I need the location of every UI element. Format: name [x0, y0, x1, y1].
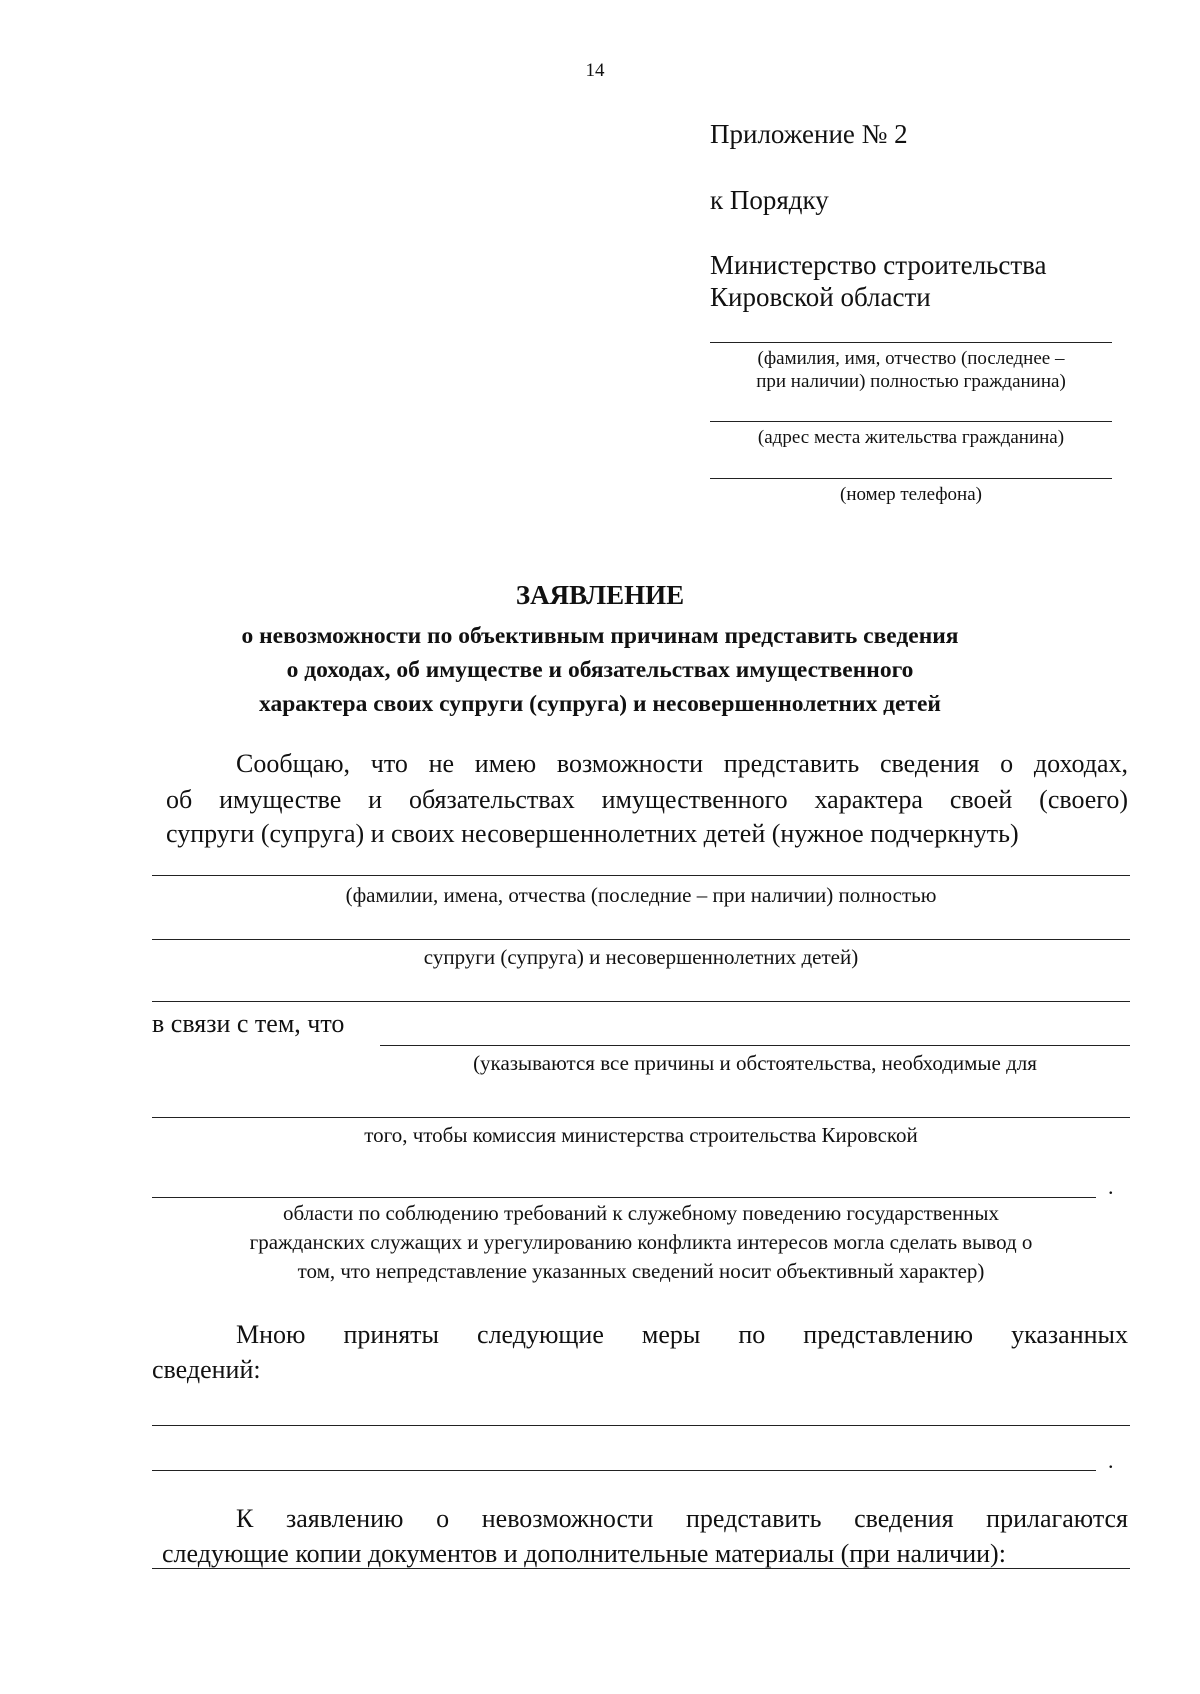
phone-caption: (номер телефона): [840, 484, 982, 505]
reasons-caption-1: (указываются все причины и обстоятельства, необходимые для: [473, 1051, 1037, 1075]
reasons-caption-4: гражданских служащих и урегулированию конфликта интересов могла сделать вывод о: [249, 1230, 1033, 1254]
ministry-line-1: Министерство строительства: [710, 250, 1047, 280]
document-title: ЗАЯВЛЕНИЕ: [515, 580, 685, 610]
address-caption: (адрес места жительства гражданина): [757, 427, 1065, 448]
reasons-caption-3: области по соблюдению требований к служебному поведению государственных: [283, 1201, 999, 1225]
reasons-fill-line-3[interactable]: [152, 1197, 1096, 1198]
line-end-dot-2: .: [1108, 1448, 1114, 1473]
spouse-fill-line[interactable]: [152, 939, 1130, 940]
title-sub-3: характера своих супруги (супруга) и несовершеннолетних детей: [259, 691, 941, 717]
names-fill-line[interactable]: [152, 875, 1130, 876]
address-fill-line[interactable]: [710, 421, 1112, 422]
paragraph-1-line-3: супруги (супруга) и своих несовершеннолетних детей (нужное подчеркнуть): [166, 819, 1019, 848]
attachments-fill-line[interactable]: [152, 1568, 1130, 1569]
title-sub-1: о невозможности по объективным причинам представить сведения: [241, 623, 959, 649]
reasons-fill-line-1[interactable]: [380, 1045, 1130, 1046]
paragraph-2-line-1: Мною приняты следующие меры по представлению указанных: [236, 1320, 1128, 1349]
reasons-caption-5: том, что непредставление указанных сведений носит объективный характер): [297, 1259, 985, 1283]
title-sub-2: о доходах, об имуществе и обязательствах имущественного: [286, 657, 914, 683]
names-caption: (фамилии, имена, отчества (последние – при наличии) полностью: [345, 883, 937, 907]
measures-fill-line-2[interactable]: [152, 1470, 1096, 1471]
phone-fill-line[interactable]: [710, 478, 1112, 479]
paragraph-2-line-2: сведений:: [152, 1355, 261, 1384]
measures-fill-line-1[interactable]: [152, 1425, 1130, 1426]
order-label: к Порядку: [710, 185, 829, 215]
appendix-label: Приложение № 2: [710, 119, 908, 149]
fio-caption-2: при наличии) полностью гражданина): [756, 371, 1066, 392]
paragraph-1-line-2: об имуществе и обязательствах имущественного характера своей (своего): [166, 785, 1128, 814]
page-number: 14: [585, 60, 605, 81]
because-label: в связи с тем, что: [152, 1009, 345, 1038]
line-end-dot-1: .: [1108, 1174, 1114, 1199]
paragraph-3-line-2: следующие копии документов и дополнительные материалы (при наличии):: [162, 1539, 1006, 1568]
fio-caption-1: (фамилия, имя, отчество (последнее –: [757, 348, 1065, 369]
paragraph-1-line-1: Сообщаю, что не имею возможности представить сведения о доходах,: [236, 749, 1128, 778]
paragraph-3-line-1: К заявлению о невозможности представить сведения прилагаются: [236, 1504, 1128, 1533]
reasons-caption-2: того, чтобы комиссия министерства строительства Кировской: [364, 1123, 918, 1147]
spouse-fill-line-2[interactable]: [152, 1001, 1130, 1002]
spouse-caption: супруги (супруга) и несовершеннолетних детей): [423, 945, 859, 969]
ministry-line-2: Кировской области: [710, 282, 931, 312]
fio-fill-line[interactable]: [710, 342, 1112, 343]
reasons-fill-line-2[interactable]: [152, 1117, 1130, 1118]
